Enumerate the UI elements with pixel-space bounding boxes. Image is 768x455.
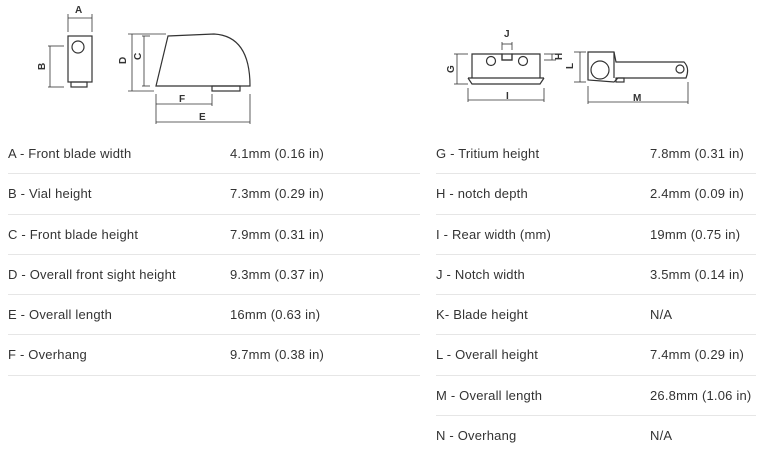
spec-row xyxy=(436,376,756,416)
spec-value: 7.9mm (0.31 in) xyxy=(230,226,325,242)
spec-row xyxy=(8,215,420,255)
spec-value: 7.8mm (0.31 in) xyxy=(650,146,745,161)
spec-label: F - Overhang xyxy=(8,347,87,363)
spec-row xyxy=(8,174,420,214)
spec-value: 3.5mm (0.14 in) xyxy=(650,266,745,282)
spec-value: 2.4mm (0.09 in) xyxy=(650,186,745,202)
rear-front-view xyxy=(468,54,544,84)
rear-sight-diagram xyxy=(440,20,710,110)
spec-label: N - Overhang xyxy=(436,428,517,444)
spec-value: 7.3mm (0.29 in) xyxy=(230,186,325,202)
spec-row xyxy=(436,215,756,255)
spec-label: K- Blade height xyxy=(436,307,528,323)
spec-row xyxy=(8,255,420,295)
front-sight-diagram xyxy=(28,0,268,128)
spec-row xyxy=(436,335,756,375)
dim-label-j: J xyxy=(504,29,510,40)
spec-label: E - Overall length xyxy=(8,307,113,323)
spec-row xyxy=(436,255,756,295)
spec-label: H - notch depth xyxy=(436,186,528,202)
spec-label: A - Front blade width xyxy=(8,146,132,161)
dim-label-m: M xyxy=(633,93,642,104)
front-view xyxy=(68,36,92,87)
dim-label-c: C xyxy=(133,52,144,60)
spec-value: 16mm (0.63 in) xyxy=(230,307,321,323)
spec-row xyxy=(8,134,420,174)
dim-label-a: A xyxy=(75,5,83,16)
dim-label-e: E xyxy=(199,112,206,123)
dim-label-l: L xyxy=(565,62,576,69)
front-sight-spec-table xyxy=(8,134,420,376)
dim-label-d: D xyxy=(118,56,129,64)
side-view xyxy=(156,34,250,91)
spec-value: 9.7mm (0.38 in) xyxy=(230,347,325,363)
dim-label-h: H xyxy=(554,52,565,60)
spec-label: B - Vial height xyxy=(8,186,92,202)
spec-label: G - Tritium height xyxy=(436,146,540,161)
spec-row xyxy=(436,174,756,214)
spec-label: C - Front blade height xyxy=(8,226,139,242)
spec-label: M - Overall length xyxy=(436,387,543,403)
spec-value: 7.4mm (0.29 in) xyxy=(650,347,745,363)
spec-value: N/A xyxy=(650,428,673,444)
rear-side-view xyxy=(588,52,688,82)
spec-value: 19mm (0.75 in) xyxy=(650,226,741,242)
spec-value: 4.1mm (0.16 in) xyxy=(230,146,325,161)
spec-label: D - Overall front sight height xyxy=(8,266,176,282)
spec-label: I - Rear width (mm) xyxy=(436,226,552,242)
spec-row xyxy=(8,335,420,375)
spec-row xyxy=(436,295,756,335)
dim-label-b: B xyxy=(37,62,48,70)
dim-label-i: I xyxy=(506,91,509,102)
dim-label-f: F xyxy=(179,94,186,105)
rear-sight-spec-table xyxy=(436,134,756,455)
dim-label-g: G xyxy=(446,65,457,73)
spec-value: N/A xyxy=(650,307,673,323)
spec-value: 26.8mm (1.06 in) xyxy=(650,387,752,403)
spec-row xyxy=(436,134,756,174)
spec-label: L - Overall height xyxy=(436,347,539,363)
spec-row xyxy=(8,295,420,335)
spec-value: 9.3mm (0.37 in) xyxy=(230,266,325,282)
spec-row xyxy=(436,416,756,455)
spec-label: J - Notch width xyxy=(436,266,525,282)
